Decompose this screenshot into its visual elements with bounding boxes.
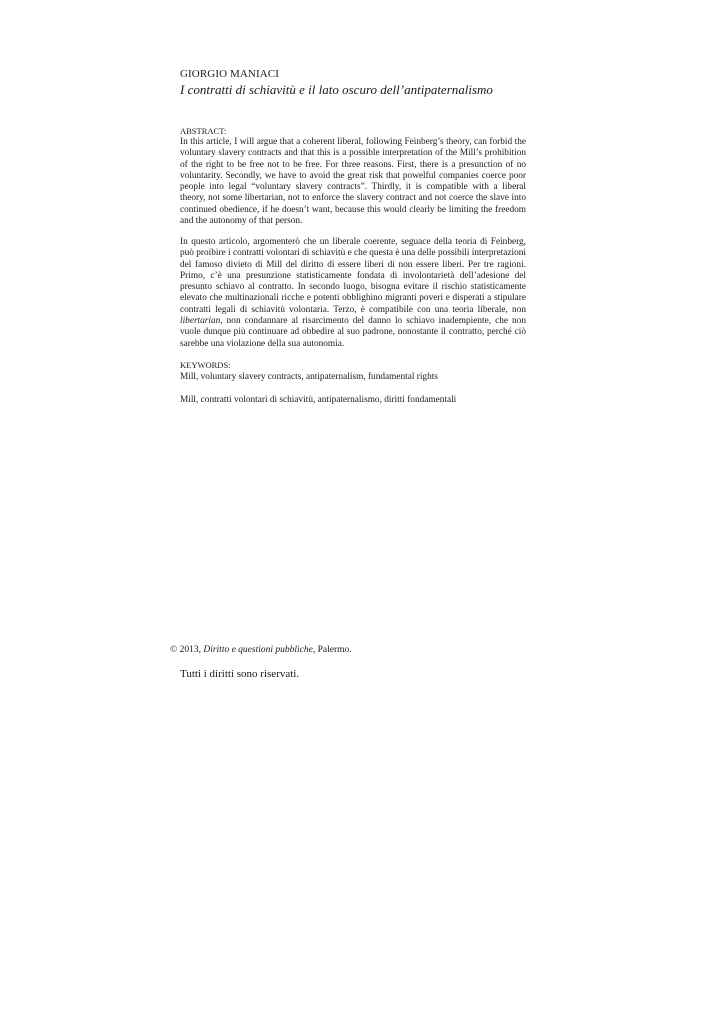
abstract-italian <box>180 237 526 350</box>
journal-name: Diritto e questioni pubbliche <box>203 645 313 655</box>
copyright-line <box>170 645 352 655</box>
rights-reserved: Tutti i diritti sono riservati. <box>180 668 300 680</box>
abstract-italian-italic-term: libertarian <box>180 316 221 327</box>
article-title: I contratti di schiavitù e il lato oscuro dell’antipaternalismo <box>180 82 493 97</box>
abstract-italian-text-1: In questo articolo, argomenterò che un liberale coerente, seguace della teoria di Feinberg, può proibire i contratti volontari di schiavitù e che questa è una delle possibili interpretazioni del famoso divieto di Mill del diritto di essere liberi di non essere liberi. Per tre ragioni. Primo, c’è una presunzione statisticamente fondata di involontarietà dell’adesione del presunto schiavo al contratto. In secondo luogo, bisogna evitare il rischio statisticamente elevato che multinazionali ricche e potenti obblighino migranti poveri e disperati a stipulare contratti legali di schiavitù volontaria. Terzo, è compatibile con una teoria liberale, non <box>180 237 526 315</box>
copyright-prefix: © 2013, <box>170 645 204 655</box>
keywords-label: KEYWORDS: <box>180 360 231 370</box>
author-name: GIORGIO MANIACI <box>180 68 279 80</box>
copyright-suffix: , Palermo. <box>312 645 352 655</box>
keywords-italian: Mill, contratti volontari di schiavitù, antipaternalismo, diritti fondamentali <box>180 395 457 405</box>
keywords-english: Mill, voluntary slavery contracts, antipaternalism, fundamental rights <box>180 372 438 382</box>
abstract-italian-text-2: , non condannare al risarcimento del danno lo schiavo inadempiente, che non vuole dunque più continuare ad obbedire al suo padrone, nonostante il contratto, perché ciò sarebbe una violazione della sua autonomia. <box>180 316 526 349</box>
abstract-label: ABSTRACT: <box>180 126 227 136</box>
abstract-english: In this article, I will argue that a coherent liberal, following Feinberg’s theory, can forbid the voluntary slavery contracts and that this is a possible interpretation of the Mill’s prohibition of the right to be free not to be free. For three reasons. First, there is a presunction of no voluntarity. Secondly, we have to avoid the great risk that powelful companies coerce poor people into legal “voluntary slavery contracts”. Thirdly, it is compatible with a liberal theory, not some libertarian, not to enforce the slavery contract and not coerce the slave into continued obedience, if he doesn’t want, because this would clearly be limiting the freedom and the autonomy of that person. <box>180 137 526 227</box>
